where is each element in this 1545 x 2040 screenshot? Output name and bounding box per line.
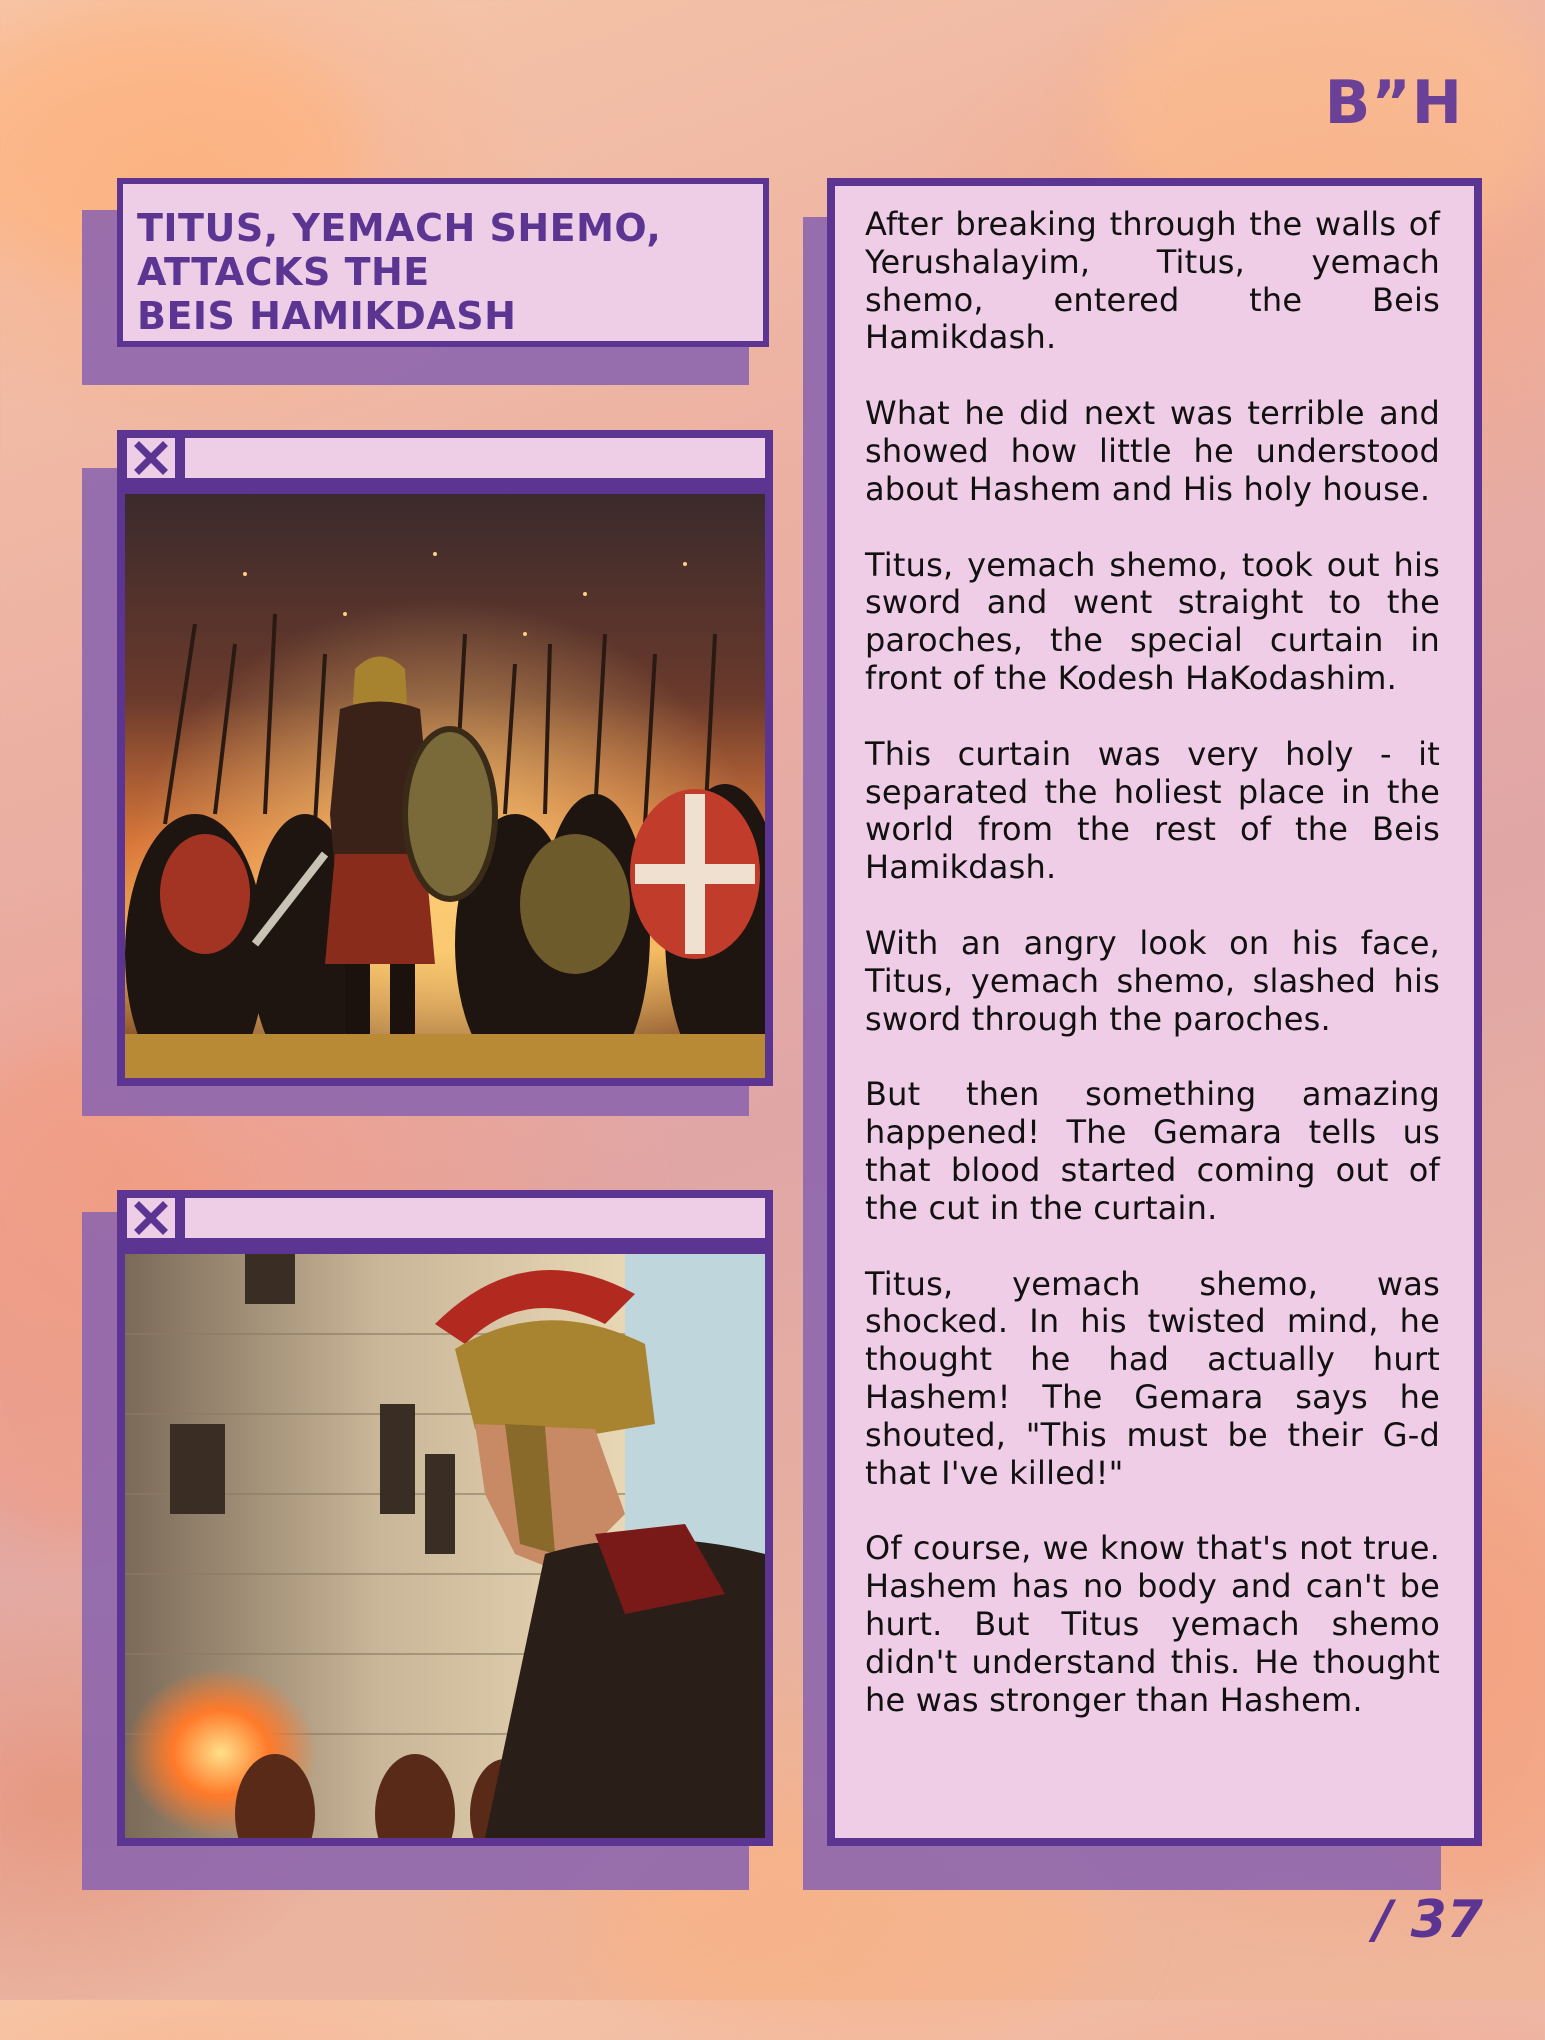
story-paragraph: Titus, yemach shemo, was shocked. In his twisted mind, he thought he had actually hurt Hashem! The Gemara says he shouted, "This must be their G-d that I've killed!"	[865, 1264, 1440, 1492]
header-mark: B”H	[1324, 68, 1463, 138]
title-card	[117, 178, 769, 347]
title-line: BEIS HAMIKDASH	[137, 294, 517, 338]
image-panel	[117, 430, 773, 1086]
battle-illustration	[125, 494, 765, 1078]
story-paragraph: After breaking through the walls of Yerushalayim, Titus, yemach shemo, entered the Beis Hamikdash.	[865, 205, 1440, 357]
story-paragraph: But then something amazing happened! The Gemara tells us that blood started coming out of the cut in the curtain.	[865, 1075, 1440, 1227]
page-title	[137, 206, 751, 338]
story-text-box	[827, 178, 1482, 1846]
panel-title-bar	[125, 1198, 765, 1246]
close-icon[interactable]	[127, 1198, 175, 1238]
image-panel	[117, 1190, 773, 1846]
soldier-illustration	[125, 1254, 765, 1838]
story-paragraph: Titus, yemach shemo, took out his sword and went straight to the paroches, the special curtain in front of the Kodesh HaKodashim.	[865, 545, 1440, 697]
page-number: / 37	[1373, 1890, 1483, 1950]
title-line: ATTACKS THE	[137, 250, 430, 294]
story-paragraph: Of course, we know that's not true. Hashem has no body and can't be hurt. But Titus yemach shemo didn't understand this. He thought he was stronger than Hashem.	[865, 1529, 1440, 1719]
title-line: TITUS, YEMACH SHEMO,	[137, 206, 662, 250]
story-paragraph: With an angry look on his face, Titus, yemach shemo, slashed his sword through the paroches.	[865, 923, 1440, 1038]
story-paragraph: What he did next was terrible and showed how little he understood about Hashem and His holy house.	[865, 394, 1440, 508]
close-icon[interactable]	[127, 438, 175, 478]
story-paragraph: This curtain was very holy - it separated the holiest place in the world from the rest of the Beis Hamikdash.	[865, 734, 1440, 887]
panel-title-bar	[125, 438, 765, 486]
panel-title-fill	[185, 1198, 765, 1238]
panel-title-fill	[185, 438, 765, 478]
